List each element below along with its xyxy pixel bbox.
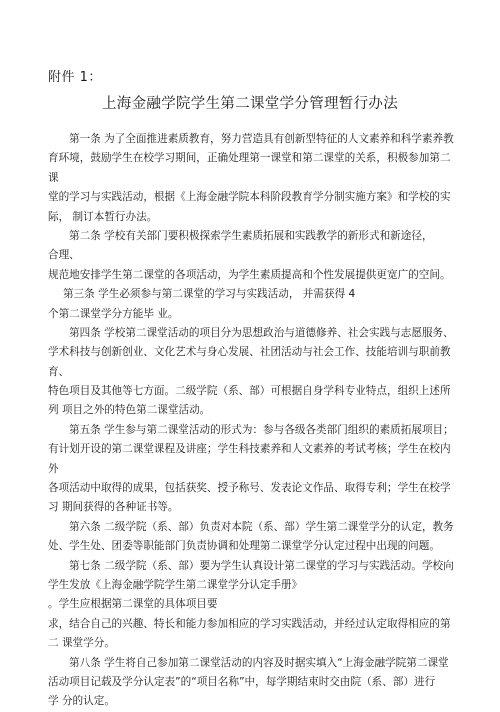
text-line: 课 [48,171,59,184]
text-line: 二 课堂学分。 [48,637,115,650]
text-line: 第四条 学校第二课堂活动的项目分为思想政治与道德修养、社会实践与志愿服务、 [69,326,454,339]
text-line: 学生发放《上海金融学院学生第二课堂学分认定手册》 [48,578,303,591]
attachment-label: 附件 1： [48,70,102,85]
text-line: 第八条 学生将自己参加第二课堂活动的内容及时据实填入“上海金融学院第二课堂 [69,656,449,669]
text-line: 有计划开设的第二课堂课程及讲座；学生科技素养和人文素养的考试考核；学生在校内 [48,443,451,456]
text-line: 习 期间获得的各种证书等。 [48,501,179,514]
text-line: 育、 [48,365,70,378]
text-line: 第七条 二级学院（系、部）要为学生认真设计第二课堂的学习与实践活动。学校向 [69,559,454,572]
text-line: 活动项目记载及学分认定表”的“项目名称”中，每学期结束时交由院（系、部）进行 [48,675,436,688]
text-line: 第一条 为了全面推进素质教育，努力营造具有创新型特征的人文素养和科学素养教 [69,133,454,145]
text-line: 个第二课堂学分方能毕 业。 [48,307,179,320]
document-title: 上海金融学院学生第二课堂学分管理暂行办法 [102,96,398,112]
text-line: 合理、 [48,249,80,262]
text-line: 堂的学习与实践活动，根据《上海金融学院本科阶段教育学分制实施方案》和学校的实 [48,191,451,204]
text-line: 外 [48,462,59,475]
text-line: 学 分的认定。 [48,695,115,708]
text-line: 列 项目之外的特色第二课堂活动。 [48,404,211,417]
text-line: 学术科技与创新创业、文化艺术与身心发展、社团活动与社会工作、技能培训与职前教 [48,346,451,359]
text-line: 育环境，鼓励学生在校学习期间，正确处理第一课堂和第二课堂的关系，积极参加第二 [48,152,451,165]
text-line: 求，结合自己的兴趣、特长和能力参加相应的学习实践活动，并经过认定取得相应的第 [48,617,451,630]
text-line: 各项活动中取得的成果，包括获奖、授予称号、发表论文作品、取得专利；学生在校学 [48,482,451,495]
text-line: 第二条 学校有关部门要积极探索学生素质拓展和实践教学的新形式和新途径， [69,229,433,242]
text-line: 特色项目及其他等七方面。二级学院（系、部）可根据自身学科专业特点，组织上述所 [48,385,451,398]
text-line: 第六条 二级学院（系、部）负责对本院（系、部）学生第二课堂学分的认定，教务 [69,520,454,533]
text-line: 第五条 学生参与第二课堂活动的形式为：参与各级各类部门组织的素质拓展项目； [69,423,454,436]
text-line: 。学生应根据第二课堂的具体项目要 [48,598,218,611]
text-line: 际， 制订本暂行办法。 [48,210,158,223]
text-line: 处、学生处、团委等职能部门负责协调和处理第二课堂学分认定过程中出现的问题。 [48,540,440,553]
text-line: 第三条 学生必须参与第二课堂的学习与实践活动， 并需获得 4 [63,288,356,301]
text-line: 规范地安排学生第二课堂的各项活动，为学生素质提高和个性发展提供更宽广的空间。 [48,268,451,281]
document-body [48,130,458,712]
